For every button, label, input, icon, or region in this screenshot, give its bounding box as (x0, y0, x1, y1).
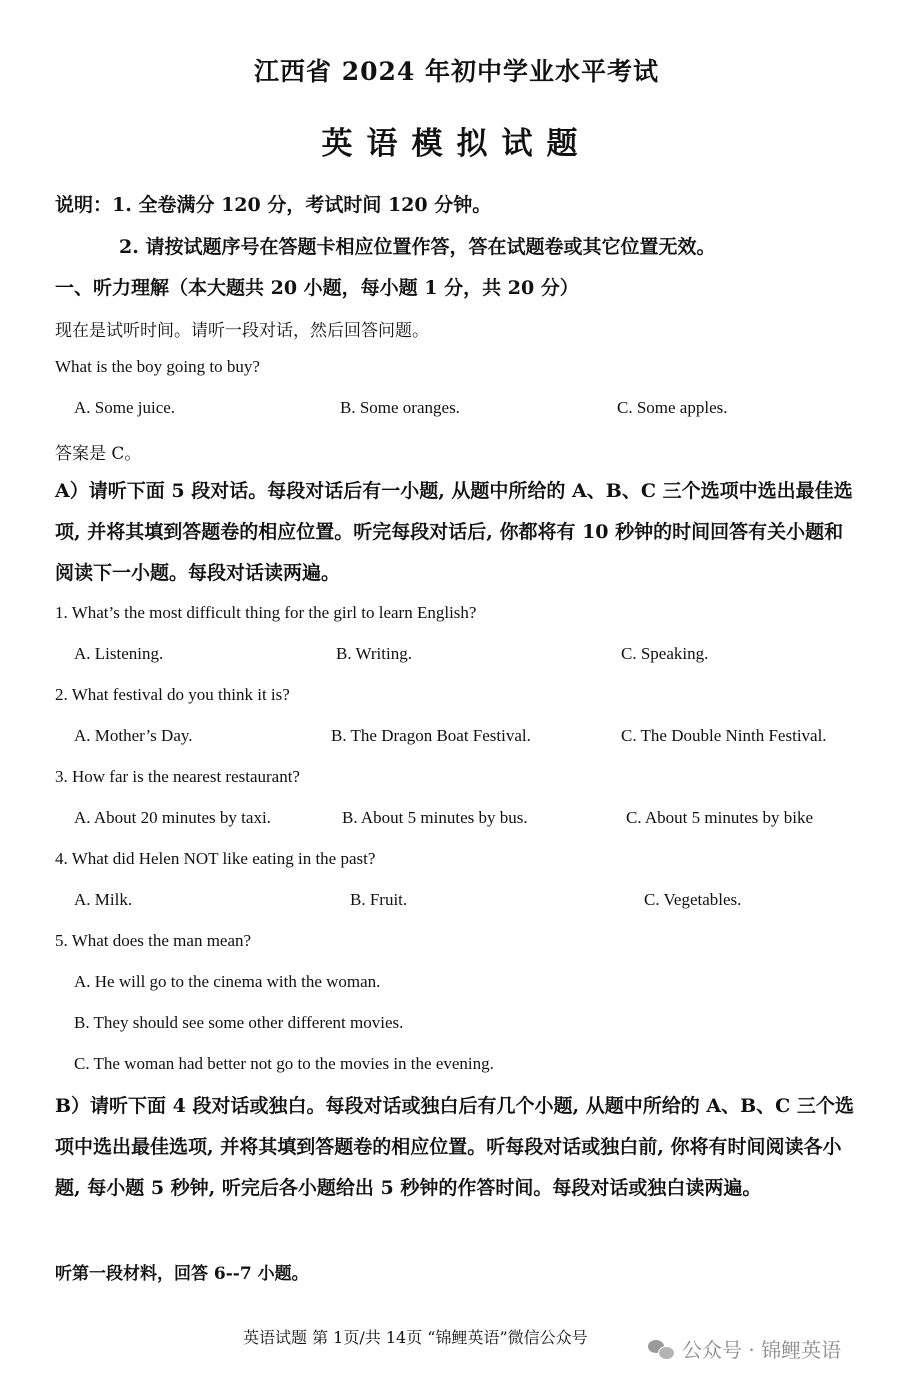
question-3: 3. How far is the nearest restaurant? (55, 767, 300, 786)
question-5-option-c: C. The woman had better not go to the movies in the evening. (74, 1054, 494, 1073)
question-3-option-c: C. About 5 minutes by bike (626, 808, 813, 827)
wechat-icon (648, 1338, 674, 1360)
question-1-option-b: B. Writing. (336, 644, 412, 663)
section-heading: 一、听力理解（本大题共 20 小题，每小题 1 分，共 20 分） (55, 277, 579, 299)
question-2: 2. What festival do you think it is? (55, 685, 290, 704)
question-5: 5. What does the man mean? (55, 931, 252, 950)
question-4-option-c: C. Vegetables. (644, 890, 742, 909)
trial-note: 现在是试听时间。请听一段对话，然后回答问题。 (55, 321, 429, 341)
part-b-first-material: 听第一段材料，回答 6--7 小题。 (55, 1264, 309, 1284)
question-2-option-b: B. The Dragon Boat Festival. (331, 726, 531, 745)
part-a-instructions: A）请听下面 5 段对话。每段对话后有一小题, 从题中所给的 A、B、C 三个选项中选出最佳选项, 并将其填到答题卷的相应位置。听完每段对话后, 你都将有 10 秒钟的时间回答有关小题和阅读下一小题。每段对话读两遍。 (55, 480, 853, 584)
question-3-option-a: A. About 20 minutes by taxi. (74, 808, 271, 827)
question-4-option-b: B. Fruit. (350, 890, 408, 909)
watermark-text: 公众号 · 锦鲤英语 (682, 1338, 842, 1362)
sample-option-b: B. Some oranges. (340, 398, 460, 417)
page-footer: 英语试题 第 1页/共 14页 “锦鲤英语”微信公众号 (243, 1328, 588, 1347)
question-1: 1. What’s the most difficult thing for the girl to learn English? (55, 603, 477, 622)
sample-option-c: C. Some apples. (617, 398, 728, 417)
question-1-option-c: C. Speaking. (621, 644, 709, 663)
question-5-option-a: A. He will go to the cinema with the woman. (74, 972, 381, 991)
exam-subtitle: 英语模拟试题 (321, 126, 592, 162)
question-5-option-b: B. They should see some other different movies. (74, 1013, 404, 1032)
question-3-option-b: B. About 5 minutes by bus. (342, 808, 528, 827)
question-4-option-a: A. Milk. (74, 890, 133, 909)
exam-title: 江西省 2024 年初中学业水平考试 (254, 57, 659, 86)
sample-question: What is the boy going to buy? (55, 357, 260, 376)
question-4: 4. What did Helen NOT like eating in the past? (55, 849, 376, 868)
watermark (648, 1334, 841, 1363)
question-1-option-a: A. Listening. (74, 644, 164, 663)
sample-option-a: A. Some juice. (74, 398, 176, 417)
sample-answer: 答案是 C。 (55, 444, 142, 464)
instruction-1: 说明：1. 全卷满分 120 分，考试时间 120 分钟。 (55, 194, 492, 216)
instruction-2: 2. 请按试题序号在答题卡相应位置作答，答在试题卷或其它位置无效。 (119, 236, 716, 258)
part-b-instructions: B）请听下面 4 段对话或独白。每段对话或独白后有几个小题, 从题中所给的 A、B、C 三个选项中选出最佳选项, 并将其填到答题卷的相应位置。听每段对话或独白前, 你将有时间阅读各小题, 每小题 5 秒钟, 听完后各小题给出 5 秒钟的作答时间。每段对话或独白读两遍。 (55, 1095, 854, 1199)
question-2-option-a: A. Mother’s Day. (74, 726, 193, 745)
question-2-option-c: C. The Double Ninth Festival. (621, 726, 827, 745)
